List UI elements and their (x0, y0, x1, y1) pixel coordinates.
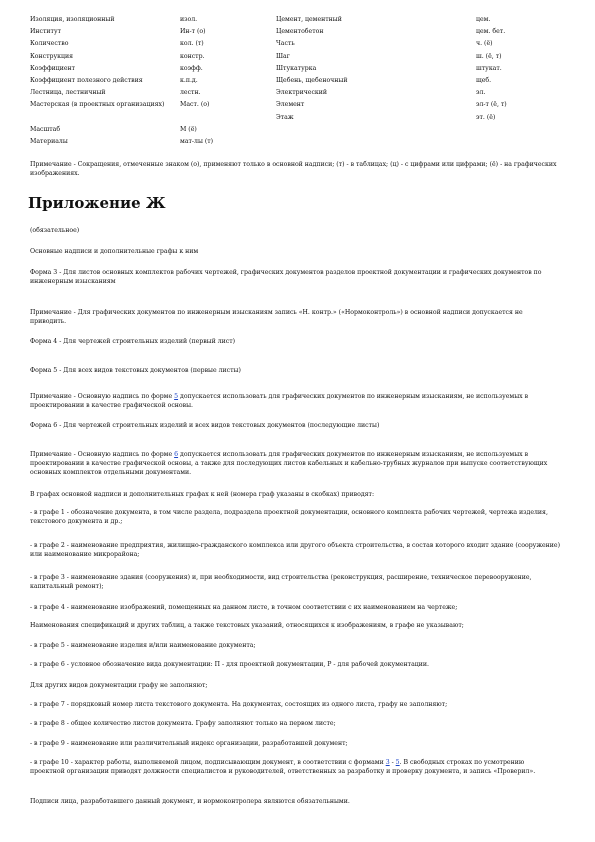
form5-link[interactable]: 5 (174, 393, 179, 400)
form6-caption: Форма 6 - Для чертежей строительных изделий и всех видов текстовых документов (последующие листы) (30, 422, 380, 429)
abbreviation-table (30, 14, 570, 148)
field-4-description: - в графе 4 - наименование изображений, помещенных на данном листе, в точном соответствии с их наименованием на чертеже; (30, 604, 458, 611)
field-10-text: - в графе 10 - характер работы, выполняемой лицом, подписывающим документ, в соответствии с формами (30, 759, 386, 766)
abbreviation-row (30, 136, 570, 148)
term-cell: Элемент (276, 101, 305, 109)
term-cell: Лестница, лестничный (30, 89, 106, 97)
term-cell: Конструкция (30, 52, 74, 60)
abbreviation-row (30, 112, 570, 124)
form6-note-text-rest: допускается использовать для графических документов по инженерным изысканиям, не используемых в проектировании в качестве графической основы, а также для последующих листов кабельных и кабельно-трубных журналов при выпуске соответствующих основных комплектов отдельными документами. (30, 451, 548, 476)
term-cell: Цементобетон (276, 28, 324, 36)
mandatory-label: (обязательное) (30, 227, 80, 234)
abbr-cell: цем. бет. (476, 28, 506, 36)
form6-link[interactable]: 6 (174, 451, 179, 458)
other-docs-note: Для других видов документации графу не заполняют; (30, 682, 208, 689)
abbr-cell: эт. (ё) (476, 113, 496, 121)
term-cell: Коэффициент (30, 64, 76, 72)
graphic-note: Примечание - Для графических документов по инженерным изысканиям запись «Н. контр.» («Нормоконтроль») в основной надписи допускается не приводить. (30, 309, 523, 325)
specification-note: Наименования спецификаций и других таблиц, а также текстовых указаний, относящихся к изображениям, в графе не указывают; (30, 622, 464, 629)
form5-note-text: Примечание - Основную надпись по форме (30, 393, 175, 400)
field-7-description: - в графе 7 - порядковый номер листа текстового документа. На документах, состоящих из одного листа, графу не заполняют; (30, 701, 448, 708)
term-cell: Часть (276, 40, 295, 48)
term-cell: Количество (30, 40, 69, 48)
abbr-cell: М (ё) (180, 125, 197, 133)
term-cell: Масштаб (30, 125, 61, 133)
form6-note-text: Примечание - Основную надпись по форме (30, 451, 175, 458)
term-cell: Штукатурка (276, 64, 317, 72)
abbreviation-row (30, 75, 570, 87)
abbr-cell: к.п.д. (180, 77, 198, 85)
field-10-text-rest: . В свободных строках по усмотрению проектной организации приводят должности специалистов и руководителей, ответственных за разработку и проверку документа, и запись «Проверил». (30, 759, 536, 775)
abbr-cell (180, 112, 276, 124)
abbreviation-row (30, 51, 570, 63)
term-cell: Этаж (276, 113, 294, 121)
abbr-cell: лестн. (180, 89, 201, 97)
abbr-cell: кол. (т) (180, 40, 204, 48)
field-10-dash: - (389, 759, 396, 766)
term-cell: Институт (30, 28, 62, 36)
field-6-description: - в графе 6 - условное обозначение вида документации: П - для проектной документации, Р - для рабочей документации. (30, 661, 429, 668)
abbreviation-row (30, 99, 570, 111)
abbreviation-row (30, 63, 570, 75)
term-cell (276, 124, 476, 136)
field-8-description: - в графе 8 - общее количество листов документа. Графу заполняют только на первом листе; (30, 720, 336, 727)
fields-intro: В графах основной надписи и дополнительных графах к ней (номера граф указаны в скобках) приводят: (30, 491, 375, 498)
abbr-cell: констр. (180, 52, 205, 60)
abbr-cell: коэфф. (180, 64, 203, 72)
abbreviation-row (30, 38, 570, 50)
abbr-cell: цем. (476, 16, 491, 23)
abbr-cell (476, 136, 570, 148)
abbr-cell: ш. (ё, т) (476, 52, 502, 60)
form3-caption: Форма 3 - Для листов основных комплектов рабочих чертежей, графических документов разделов проектной документации и графических документов по инженерным изысканиям (30, 269, 542, 285)
abbr-cell: Маст. (о) (180, 101, 210, 109)
term-cell (276, 136, 476, 148)
form6-note (30, 450, 560, 477)
term-cell: Коэффициент полезного действия (30, 77, 143, 85)
signatures-note: Подписи лица, разработавшего данный документ, и нормоконтролера являются обязательными. (30, 798, 350, 805)
abbr-cell: эл-т (ё, т) (476, 101, 507, 109)
term-cell: Цемент, цементный (276, 16, 342, 23)
abbreviation-row (30, 87, 570, 99)
abbr-cell: изол. (180, 16, 198, 23)
abbr-cell: щеб. (476, 77, 492, 85)
abbreviation-row (30, 124, 570, 136)
term-cell: Мастерская (в проектных организациях) (30, 101, 165, 109)
term-cell: Изоляция, изоляционный (30, 16, 115, 23)
term-cell (30, 112, 180, 124)
field-5-description: - в графе 5 - наименование изделия и/или наименование документа; (30, 642, 256, 649)
field-1-description: - в графе 1 - обозначение документа, в том числе раздела, подраздела проектной документации, основного комплекта рабочих чертежей, чертежа изделия, текстового документа и др.; (30, 509, 548, 525)
abbr-cell: Ин-т (о) (180, 28, 206, 36)
form3-link[interactable]: 3 (385, 759, 390, 766)
form5-note-text-rest: допускается использовать для графических документов по инженерным изысканиям, не используемых в проектировании в качестве графической основы. (30, 393, 529, 409)
abbr-cell (476, 124, 570, 136)
abbr-cell: ч. (ё) (476, 40, 493, 48)
form4-caption: Форма 4 - Для чертежей строительных изделий (первый лист) (30, 338, 236, 345)
term-cell: Щебень, щебеночный (276, 77, 348, 85)
form5-range-link[interactable]: 5 (395, 759, 400, 766)
section-title: Основные надписи и дополнительные графы к ним (30, 248, 199, 255)
abbreviation-note: Примечание - Сокращения, отмеченные знаком (о), применяют только в основной надписи; (т) - в таблицах; (ц) - с цифрами или цифрами; (ё) - на графических изображениях. (30, 161, 557, 177)
term-cell: Шаг (276, 52, 290, 60)
abbr-cell: мат-лы (т) (180, 138, 214, 146)
abbr-cell: штукат. (476, 64, 502, 72)
field-10-description (30, 758, 560, 776)
abbr-cell: эл. (476, 89, 486, 97)
field-2-description: - в графе 2 - наименование предприятия, жилищно-гражданского комплекса или другого объекта строительства, в состав которого входит здание (сооружение) или наименование микрорайона; (30, 542, 561, 558)
form5-caption: Форма 5 - Для всех видов текстовых документов (первые листы) (30, 367, 241, 374)
form5-note (30, 392, 560, 410)
abbreviation-row (30, 26, 570, 38)
term-cell: Электрический (276, 89, 328, 97)
appendix-heading: Приложение Ж (28, 194, 166, 212)
field-3-description: - в графе 3 - наименование здания (сооружения) и, при необходимости, вид строительства (реконструкция, расширение, техническое перевооружение, капитальный ремонт); (30, 574, 532, 590)
field-9-description: - в графе 9 - наименование или различительный индекс организации, разработавшей документ; (30, 740, 348, 747)
abbreviation-row (30, 14, 570, 26)
term-cell: Материалы (30, 138, 68, 146)
